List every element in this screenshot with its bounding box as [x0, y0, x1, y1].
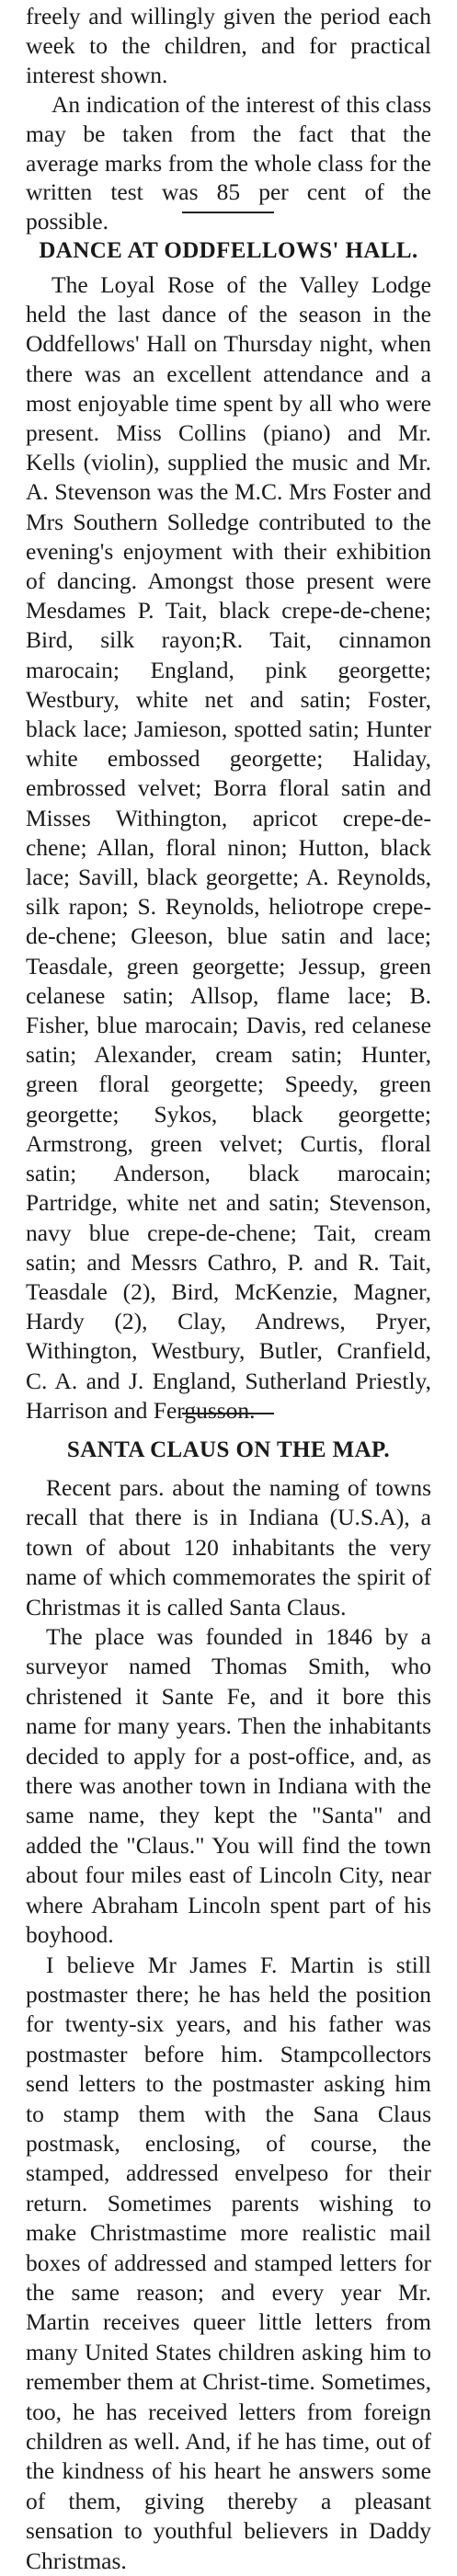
intro-paragraph-1: freely and willingly given the period each week to the children, and for practical interest shown. — [26, 2, 431, 90]
dance-paragraph-1: The Loyal Rose of the Valley Lodge held the last dance of the season in the Oddfellows' Hall on Thursday night, when there was an excellent attendance and a most enjoyable time spent by all who were present. Miss Collins (piano) and Mr. Kells (violin), supplied the music and Mr. A. Stevenson was the M.C. Mrs Foster and Mrs Southern Solledge contributed to the evening's enjoyment with their exhibition of dancing. Amongst those present were Mesdames P. Tait, black crepe-de-chene; Bird, silk rayon;R. Tait, cinnamon marocain; England, pink georgette; Westbury, white net and satin; Foster, black lace; Jamieson, spotted satin; Hunter white embossed georgette; Haliday, embrossed velvet; Borra floral satin and Misses Withington, apricot crepe-de-chene; Allan, floral ninon; Hutton, black lace; Savill, black georgette; A. Reynolds, silk rapon; S. Reynolds, heliotrope crepe-de-chene; Gleeson, blue satin and lace; Teasdale, green georgette; Jessup, green celanese satin; Allsop, flame lace; B. Fisher, blue marocain; Davis, red celanese satin; Alexander, cream satin; Hunter, green floral georgette; Speedy, green georgette; Sykos, black georgette; Armstrong, green velvet; Curtis, floral satin; Anderson, black marocain; Partridge, white net and satin; Stevenson, navy blue crepe-de-chene; Tait, cream satin; and Messrs Cathro, P. and R. Tait, Teasdale (2), Bird, McKenzie, Magner, Hardy (2), Clay, Andrews, Pryer, Withington, Westbury, Butler, Cranfield, C. A. and J. England, Sutherland Priestly, Harrison and Fergusson. — [26, 270, 431, 1425]
intro-article — [26, 2, 431, 236]
santa-article — [26, 1437, 431, 2576]
santa-headline: SANTA CLAUS ON THE MAP. — [26, 1437, 431, 1464]
santa-paragraph-3: I believe Mr James F. Martin is still postmaster there; he has held the position for twenty-six years, and his father was postmaster before him. Stampcollectors send letters to the postmaster asking him to stamp them with the Sana Claus postmask, enclosing, of course, the stamped, addressed envelpeso for their return. Sometimes parents wishing to make Christmastime more realistic mail boxes of addressed and stamped letters for the same reason; and every year Mr. Martin receives queer little letters from many United States children asking him to remember them at Christ-time. Sometimes, too, he has received letters from foreign children as well. And, if he has time, out of the kindness of his heart he answers some of them, giving thereby a pleasant sensation to youthful believers in Daddy Christmas. — [26, 1951, 431, 2576]
santa-paragraph-1: Recent pars. about the naming of towns recall that there is in Indiana (U.S.A), a town of about 120 inhabitants the very name of which commemorates the spirit of Christmas it is called Santa Claus. — [26, 1473, 431, 1622]
intro-paragraph-2: An indication of the interest of this class may be taken from the fact that the average marks from the whole class for the written test was 85 per cent of the possible. — [26, 90, 431, 237]
section-divider-1 — [182, 212, 274, 213]
section-divider-2 — [182, 1413, 274, 1414]
santa-paragraph-2: The place was founded in 1846 by a surveyor named Thomas Smith, who christened it Sante Fe, and it bore this name for many years. Then the inhabitants decided to apply for a post-office, and, as there was another town in Indiana with the same name, they kept the "Santa" and added the "Claus." You will find the town about four miles east of Lincoln City, near where Abraham Lincoln spent part of his boyhood. — [26, 1622, 431, 1950]
dance-article — [26, 237, 431, 1425]
dance-headline: DANCE AT ODDFELLOWS' HALL. — [26, 237, 431, 265]
